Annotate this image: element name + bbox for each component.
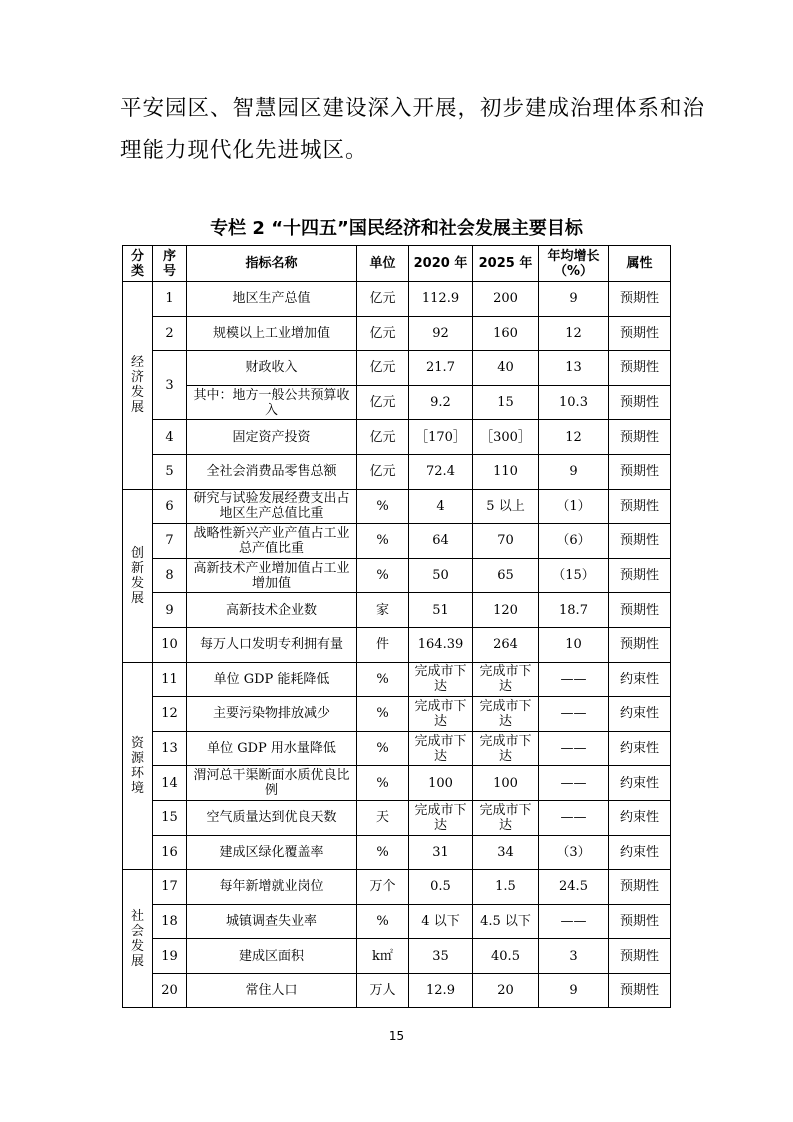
name-cell: 全社会消费品零售总额	[187, 454, 357, 489]
y2025-cell: 完成市下达	[473, 731, 539, 766]
attr-cell: 约束性	[609, 697, 671, 732]
growth-cell: 18.7	[539, 593, 609, 628]
table-row	[123, 939, 671, 974]
table-row	[123, 385, 671, 420]
growth-cell: 12	[539, 316, 609, 351]
y2025-cell: 40	[473, 351, 539, 386]
growth-cell: ——	[539, 766, 609, 801]
table-row	[123, 558, 671, 593]
table-row	[123, 870, 671, 905]
paragraph-line: 理能力现代化先进城区。	[120, 138, 368, 163]
category-cell: 创 新 发 展	[123, 489, 153, 662]
unit-cell: %	[357, 662, 409, 697]
seq-cell: 12	[153, 697, 187, 732]
header-unit: 单位	[357, 246, 409, 282]
growth-cell: 3	[539, 939, 609, 974]
table-row	[123, 524, 671, 559]
header-seq: 序 号	[153, 246, 187, 282]
table-row	[123, 282, 671, 317]
name-cell: 单位 GDP 能耗降低	[187, 662, 357, 697]
seq-cell: 14	[153, 766, 187, 801]
attr-cell: 约束性	[609, 800, 671, 835]
name-cell: 高新技术产业增加值占工业增加值	[187, 558, 357, 593]
name-cell: 单位 GDP 用水量降低	[187, 731, 357, 766]
y2020-cell: 112.9	[409, 282, 473, 317]
table-row	[123, 489, 671, 524]
growth-cell: ——	[539, 904, 609, 939]
name-cell: 战略性新兴产业产值占工业总产值比重	[187, 524, 357, 559]
name-cell: 地区生产总值	[187, 282, 357, 317]
unit-cell: %	[357, 697, 409, 732]
growth-cell: （15）	[539, 558, 609, 593]
seq-cell: 3	[153, 351, 187, 420]
seq-cell: 5	[153, 454, 187, 489]
growth-cell: 24.5	[539, 870, 609, 905]
name-cell: 每年新增就业岗位	[187, 870, 357, 905]
y2020-cell: 92	[409, 316, 473, 351]
y2025-cell: 完成市下达	[473, 800, 539, 835]
y2025-cell: 完成市下达	[473, 697, 539, 732]
unit-cell: %	[357, 766, 409, 801]
header-2020: 2020 年	[409, 246, 473, 282]
y2020-cell: 50	[409, 558, 473, 593]
name-cell: 建成区绿化覆盖率	[187, 835, 357, 870]
name-cell: 高新技术企业数	[187, 593, 357, 628]
unit-cell: %	[357, 558, 409, 593]
seq-cell: 7	[153, 524, 187, 559]
y2020-cell: 12.9	[409, 973, 473, 1008]
name-cell: 城镇调查失业率	[187, 904, 357, 939]
growth-cell: ——	[539, 697, 609, 732]
unit-cell: 天	[357, 800, 409, 835]
attr-cell: 约束性	[609, 731, 671, 766]
unit-cell: k㎡	[357, 939, 409, 974]
growth-cell: 9	[539, 973, 609, 1008]
growth-cell: （1）	[539, 489, 609, 524]
name-cell: 主要污染物排放减少	[187, 697, 357, 732]
y2020-cell: 完成市下达	[409, 662, 473, 697]
name-cell: 每万人口发明专利拥有量	[187, 627, 357, 662]
seq-cell: 10	[153, 627, 187, 662]
seq-cell: 20	[153, 973, 187, 1008]
name-cell: 其中：地方一般公共预算收入	[187, 385, 357, 420]
attr-cell: 预期性	[609, 904, 671, 939]
attr-cell: 预期性	[609, 627, 671, 662]
table-row	[123, 697, 671, 732]
name-cell: 空气质量达到优良天数	[187, 800, 357, 835]
y2020-cell: 4 以下	[409, 904, 473, 939]
unit-cell: %	[357, 904, 409, 939]
y2025-cell: ［300］	[473, 420, 539, 455]
attr-cell: 预期性	[609, 870, 671, 905]
unit-cell: 亿元	[357, 282, 409, 317]
table-row	[123, 454, 671, 489]
unit-cell: 万个	[357, 870, 409, 905]
attr-cell: 预期性	[609, 282, 671, 317]
y2025-cell: 120	[473, 593, 539, 628]
growth-cell: ——	[539, 662, 609, 697]
unit-cell: 亿元	[357, 454, 409, 489]
growth-cell: （3）	[539, 835, 609, 870]
seq-cell: 9	[153, 593, 187, 628]
attr-cell: 约束性	[609, 662, 671, 697]
paragraph-line: 平安园区、智慧园区建设深入开展，初步建成治理体系和治	[120, 96, 706, 121]
category-cell: 经 济 发 展	[123, 282, 153, 490]
y2025-cell: 100	[473, 766, 539, 801]
category-cell: 社 会 发 展	[123, 870, 153, 1008]
y2025-cell: 70	[473, 524, 539, 559]
table-row	[123, 316, 671, 351]
y2020-cell: 完成市下达	[409, 731, 473, 766]
y2020-cell: 完成市下达	[409, 800, 473, 835]
y2025-cell: 完成市下达	[473, 662, 539, 697]
seq-cell: 1	[153, 282, 187, 317]
growth-cell: ——	[539, 731, 609, 766]
unit-cell: %	[357, 835, 409, 870]
name-cell: 规模以上工业增加值	[187, 316, 357, 351]
seq-cell: 13	[153, 731, 187, 766]
name-cell: 研究与试验发展经费支出占地区生产总值比重	[187, 489, 357, 524]
unit-cell: 亿元	[357, 385, 409, 420]
y2025-cell: 20	[473, 973, 539, 1008]
attr-cell: 预期性	[609, 939, 671, 974]
y2020-cell: 21.7	[409, 351, 473, 386]
y2025-cell: 4.5 以下	[473, 904, 539, 939]
unit-cell: 亿元	[357, 316, 409, 351]
table-row	[123, 420, 671, 455]
table-header-row	[123, 246, 671, 282]
seq-cell: 19	[153, 939, 187, 974]
growth-cell: 10	[539, 627, 609, 662]
attr-cell: 预期性	[609, 973, 671, 1008]
y2025-cell: 65	[473, 558, 539, 593]
targets-table	[122, 245, 671, 1008]
y2020-cell: 31	[409, 835, 473, 870]
seq-cell: 18	[153, 904, 187, 939]
attr-cell: 预期性	[609, 524, 671, 559]
y2025-cell: 5 以上	[473, 489, 539, 524]
header-attr: 属性	[609, 246, 671, 282]
category-cell: 资 源 环 境	[123, 662, 153, 870]
table-caption: 专栏 2 “十四五”国民经济和社会发展主要目标	[210, 218, 583, 239]
y2025-cell: 15	[473, 385, 539, 420]
table-row	[123, 800, 671, 835]
seq-cell: 4	[153, 420, 187, 455]
attr-cell: 约束性	[609, 766, 671, 801]
attr-cell: 预期性	[609, 454, 671, 489]
table-row	[123, 904, 671, 939]
growth-cell: 10.3	[539, 385, 609, 420]
y2025-cell: 264	[473, 627, 539, 662]
table-row	[123, 835, 671, 870]
unit-cell: 件	[357, 627, 409, 662]
attr-cell: 预期性	[609, 316, 671, 351]
y2020-cell: ［170］	[409, 420, 473, 455]
growth-cell: 13	[539, 351, 609, 386]
y2020-cell: 72.4	[409, 454, 473, 489]
unit-cell: 万人	[357, 973, 409, 1008]
table-row	[123, 766, 671, 801]
y2020-cell: 35	[409, 939, 473, 974]
seq-cell: 11	[153, 662, 187, 697]
y2020-cell: 164.39	[409, 627, 473, 662]
header-category: 分 类	[123, 246, 153, 282]
intro-paragraph	[120, 96, 706, 182]
y2020-cell: 64	[409, 524, 473, 559]
y2020-cell: 51	[409, 593, 473, 628]
attr-cell: 预期性	[609, 558, 671, 593]
table-row	[123, 662, 671, 697]
table-row	[123, 973, 671, 1008]
attr-cell: 预期性	[609, 420, 671, 455]
y2025-cell: 34	[473, 835, 539, 870]
name-cell: 渭河总干渠断面水质优良比例	[187, 766, 357, 801]
unit-cell: %	[357, 524, 409, 559]
y2025-cell: 110	[473, 454, 539, 489]
y2025-cell: 160	[473, 316, 539, 351]
seq-cell: 6	[153, 489, 187, 524]
unit-cell: 亿元	[357, 420, 409, 455]
name-cell: 财政收入	[187, 351, 357, 386]
y2020-cell: 0.5	[409, 870, 473, 905]
seq-cell: 16	[153, 835, 187, 870]
growth-cell: 12	[539, 420, 609, 455]
table-row	[123, 627, 671, 662]
unit-cell: 家	[357, 593, 409, 628]
growth-cell: 9	[539, 454, 609, 489]
header-2025: 2025 年	[473, 246, 539, 282]
y2020-cell: 9.2	[409, 385, 473, 420]
seq-cell: 15	[153, 800, 187, 835]
table-row	[123, 731, 671, 766]
seq-cell: 2	[153, 316, 187, 351]
table-row	[123, 593, 671, 628]
attr-cell: 预期性	[609, 593, 671, 628]
seq-cell: 8	[153, 558, 187, 593]
unit-cell: %	[357, 489, 409, 524]
name-cell: 固定资产投资	[187, 420, 357, 455]
attr-cell: 预期性	[609, 351, 671, 386]
unit-cell: %	[357, 731, 409, 766]
attr-cell: 约束性	[609, 835, 671, 870]
y2020-cell: 完成市下达	[409, 697, 473, 732]
attr-cell: 预期性	[609, 385, 671, 420]
growth-cell: （6）	[539, 524, 609, 559]
header-growth: 年均增长 （%）	[539, 246, 609, 282]
growth-cell: 9	[539, 282, 609, 317]
table-row	[123, 351, 671, 386]
y2020-cell: 4	[409, 489, 473, 524]
header-name: 指标名称	[187, 246, 357, 282]
y2025-cell: 200	[473, 282, 539, 317]
name-cell: 建成区面积	[187, 939, 357, 974]
page-number: 15	[388, 1029, 405, 1043]
y2025-cell: 1.5	[473, 870, 539, 905]
name-cell: 常住人口	[187, 973, 357, 1008]
y2025-cell: 40.5	[473, 939, 539, 974]
unit-cell: 亿元	[357, 351, 409, 386]
seq-cell: 17	[153, 870, 187, 905]
y2020-cell: 100	[409, 766, 473, 801]
growth-cell: ——	[539, 800, 609, 835]
attr-cell: 预期性	[609, 489, 671, 524]
